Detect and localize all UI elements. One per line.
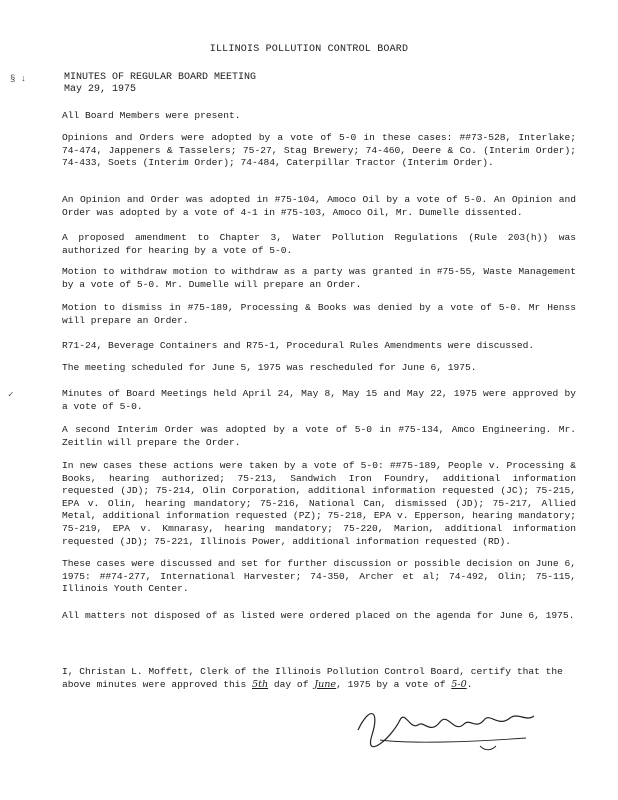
paragraph: An Opinion and Order was adopted in #75-104, Amoco Oil by a vote of 5-0. An Opinion and Order was adopted by a vote of 4-1 in #75-103, Amoco Oil, Mr. Dumelle dissented. bbox=[62, 194, 576, 218]
paragraph: Motion to dismiss in #75-189, Processing & Books was denied by a vote of 5-0. Mr Henss will prepare an Order. bbox=[62, 302, 576, 326]
paragraph: Minutes of Board Meetings held April 24, May 8, May 15 and May 22, 1975 were approved by a vote of 5-0. bbox=[62, 388, 576, 412]
paragraph: Motion to withdraw motion to withdraw as a party was granted in #75-55, Waste Management by a vote of 5-0. Mr. Dumelle will prepare an Order. bbox=[62, 266, 576, 290]
handwritten-signature bbox=[350, 700, 540, 760]
document-title: ILLINOIS POLLUTION CONTROL BOARD bbox=[209, 44, 409, 55]
certification-day-word: day of bbox=[273, 678, 309, 690]
paragraph: All Board Members were present. bbox=[62, 110, 241, 121]
certification-vote: 5-0 bbox=[451, 678, 467, 690]
margin-annotation: § ↓ bbox=[10, 74, 27, 84]
minutes-header bbox=[64, 72, 256, 96]
paragraph: Opinions and Orders were adopted by a vote of 5-0 in these cases: ##73-528, Interlake; 74-474, Jappeners & Tasselers; 75-27, Stag Brewery; 74-460, Deere & Co. (Interim Order); 74-433, Soets (Interim Order); 74-484, Caterpillar Tractor (Interim Order). bbox=[62, 132, 576, 169]
paragraph: A second Interim Order was adopted by a vote of 5-0 in #75-134, Amco Engineering. Mr. Zeitlin will prepare the Order. bbox=[62, 424, 576, 448]
meeting-date: May 29, 1975 bbox=[64, 84, 137, 95]
certification-block: I, Christan L. Moffett, Clerk of the Illinois Pollution Control Board, certify that the above minutes were approved this 5th day of June, 1975 by a vote of 5-0. bbox=[62, 666, 563, 690]
certification-text: I, Christan L. Moffett, Clerk of the Illinois Pollution Control Board, certify that the above minutes were approved this bbox=[62, 666, 563, 690]
margin-annotation: ✓ bbox=[8, 390, 14, 400]
paragraph: R71-24, Beverage Containers and R75-1, Procedural Rules Amendments were discussed. bbox=[62, 340, 535, 351]
certification-day: 5th bbox=[252, 678, 269, 690]
certification-month: June bbox=[314, 678, 337, 690]
paragraph: In new cases these actions were taken by a vote of 5-0: ##75-189, People v. Processing & Books, hearing authorized; 75-213, Sandwich Iron Foundry, additional information requested (JD); 75-214, Olin Corporation, additional information requested (JC); 75-215, EPA v. Olin, hearing mandatory; 75-216, National Can, dismissed (JD); 75-217, Allied Metal, additional information requested (PZ); 75-218, EPA v. Epperson, hearing mandatory; 75-219, EPA v. Kmnarasy, hearing mandatory; 75-220, Marion, additional information requested (JD); 75-221, Illinois Power, additional information requested (RD). bbox=[62, 460, 576, 547]
paragraph: All matters not disposed of as listed were ordered placed on the agenda for June 6, 1975. bbox=[62, 610, 575, 621]
paragraph: These cases were discussed and set for further discussion or possible decision on June 6, 1975: ##74-277, International Harvester; 74-350, Archer et al; 74-492, Olin; 75-115, Illinois Youth Center. bbox=[62, 558, 576, 595]
paragraph: The meeting scheduled for June 5, 1975 was rescheduled for June 6, 1975. bbox=[62, 362, 477, 373]
paragraph: A proposed amendment to Chapter 3, Water Pollution Regulations (Rule 203(h)) was authorized for hearing by a vote of 5-0. bbox=[62, 232, 576, 256]
minutes-heading: MINUTES OF REGULAR BOARD MEETING bbox=[64, 72, 257, 83]
certification-year-vote: , 1975 by a vote of bbox=[336, 678, 446, 690]
